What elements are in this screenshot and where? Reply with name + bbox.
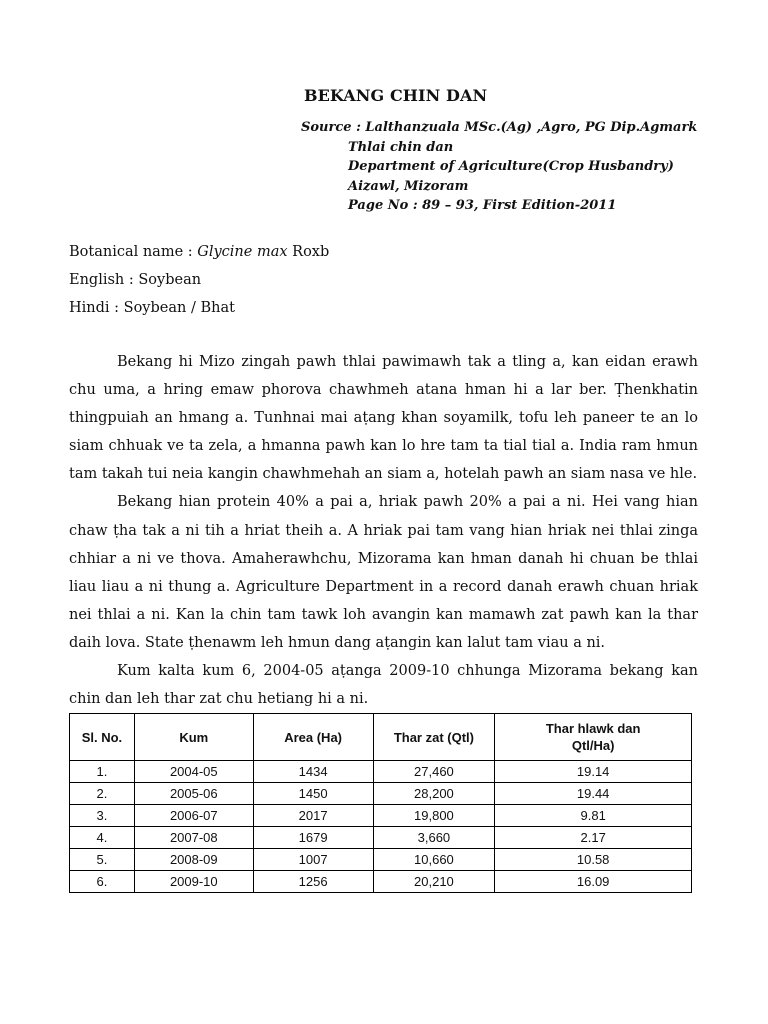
cell-thar-zat: 3,660 [373, 827, 495, 849]
cell-kum: 2006-07 [134, 805, 253, 827]
table-row [70, 871, 692, 893]
source-block [301, 118, 697, 216]
source-line: Page No : 89 – 93, First Edition-2011 [348, 198, 617, 214]
cell-area: 2017 [253, 805, 373, 827]
cell-sl-no: 5. [70, 849, 135, 871]
cell-kum: 2007-08 [134, 827, 253, 849]
table-row [70, 761, 692, 783]
table-row [70, 827, 692, 849]
botanical-name: Botanical name : Glycine max Roxb [69, 244, 330, 260]
cell-area: 1256 [253, 871, 373, 893]
source-line: Source : Lalthanzuala MSc.(Ag) ,Agro, PG Dip.Agmark [301, 120, 698, 135]
table-row [70, 849, 692, 871]
cell-thar-zat: 27,460 [373, 761, 495, 783]
plant-names [69, 238, 329, 322]
header-thar-hlawk: Thar hlawk dan Qtl/Ha) [495, 714, 692, 761]
paragraph: Bekang hian protein 40% a pai a, hriak pawh 20% a pai a ni. Hei vang hian chaw ṭha tak a ni tih a hriat theih a. A hriak pai tam vang hian hriak nei thlai zinga chhiar a ni ve thova. Amaherawhchu, Mizorama kan hman danah hi chuan be thlai liau liau a ni thung a. Agriculture Department in a record danah erawh chuan hriak nei thlai a ni. Kan la chin tam tawk loh avangin kan mamawh zat pawh kan la thar daih lova. State ṭhenawm leh hmun dang aṭangin kan lalut tam viau a ni. [69, 494, 698, 651]
source-line: Department of Agriculture(Crop Husbandry) [348, 159, 674, 175]
cell-area: 1007 [253, 849, 373, 871]
header-area: Area (Ha) [253, 714, 373, 761]
cell-thar-zat: 10,660 [373, 849, 495, 871]
cell-area: 1679 [253, 827, 373, 849]
cell-sl-no: 4. [70, 827, 135, 849]
cell-thar-hlawk: 10.58 [495, 849, 692, 871]
source-line: Thlai chin dan [348, 139, 454, 155]
table-row [70, 805, 692, 827]
cell-thar-zat: 19,800 [373, 805, 495, 827]
table-row [70, 783, 692, 805]
cell-sl-no: 1. [70, 761, 135, 783]
header-sl-no: Sl. No. [70, 714, 135, 761]
cell-thar-hlawk: 19.44 [495, 783, 692, 805]
english-name: English : Soybean [69, 272, 202, 288]
cell-thar-zat: 20,210 [373, 871, 495, 893]
table-header-row [70, 714, 692, 761]
cell-area: 1434 [253, 761, 373, 783]
paragraph: Kum kalta kum 6, 2004-05 aṭanga 2009-10 chhunga Mizorama bekang kan chin dan leh thar zat chu hetiang hi a ni. [69, 663, 698, 708]
cell-sl-no: 6. [70, 871, 135, 893]
paragraph: Bekang hi Mizo zingah pawh thlai pawimawh tak a tling a, kan eidan erawh chu uma, a hring emaw phorova chawhmeh atana hman hi a lar ber. Ṭhenkhatin thingpuiah an hmang a. Tunhnai mai aṭang khan soyamilk, tofu leh paneer te an lo siam chhuak ve ta zela, a hmanna pawh kan lo hre tam ta tial tial a. India ram hmun tam takah tui neia kangin chawhmehah an siam a, hotelah pawh an siam nasa ve hle. [69, 354, 698, 483]
cell-thar-zat: 28,200 [373, 783, 495, 805]
header-kum: Kum [134, 714, 253, 761]
hindi-name: Hindi : Soybean / Bhat [69, 300, 235, 316]
body-text [69, 348, 698, 713]
production-table [69, 713, 692, 893]
cell-kum: 2009-10 [134, 871, 253, 893]
cell-sl-no: 3. [70, 805, 135, 827]
cell-thar-hlawk: 19.14 [495, 761, 692, 783]
source-line: Aizawl, Mizoram [348, 178, 469, 194]
cell-thar-hlawk: 16.09 [495, 871, 692, 893]
cell-kum: 2004-05 [134, 761, 253, 783]
cell-sl-no: 2. [70, 783, 135, 805]
document-title: BEKANG CHIN DAN [304, 86, 488, 105]
cell-kum: 2005-06 [134, 783, 253, 805]
species-name: Glycine max [197, 244, 288, 260]
cell-thar-hlawk: 9.81 [495, 805, 692, 827]
header-thar-zat: Thar zat (Qtl) [373, 714, 495, 761]
cell-thar-hlawk: 2.17 [495, 827, 692, 849]
cell-kum: 2008-09 [134, 849, 253, 871]
cell-area: 1450 [253, 783, 373, 805]
